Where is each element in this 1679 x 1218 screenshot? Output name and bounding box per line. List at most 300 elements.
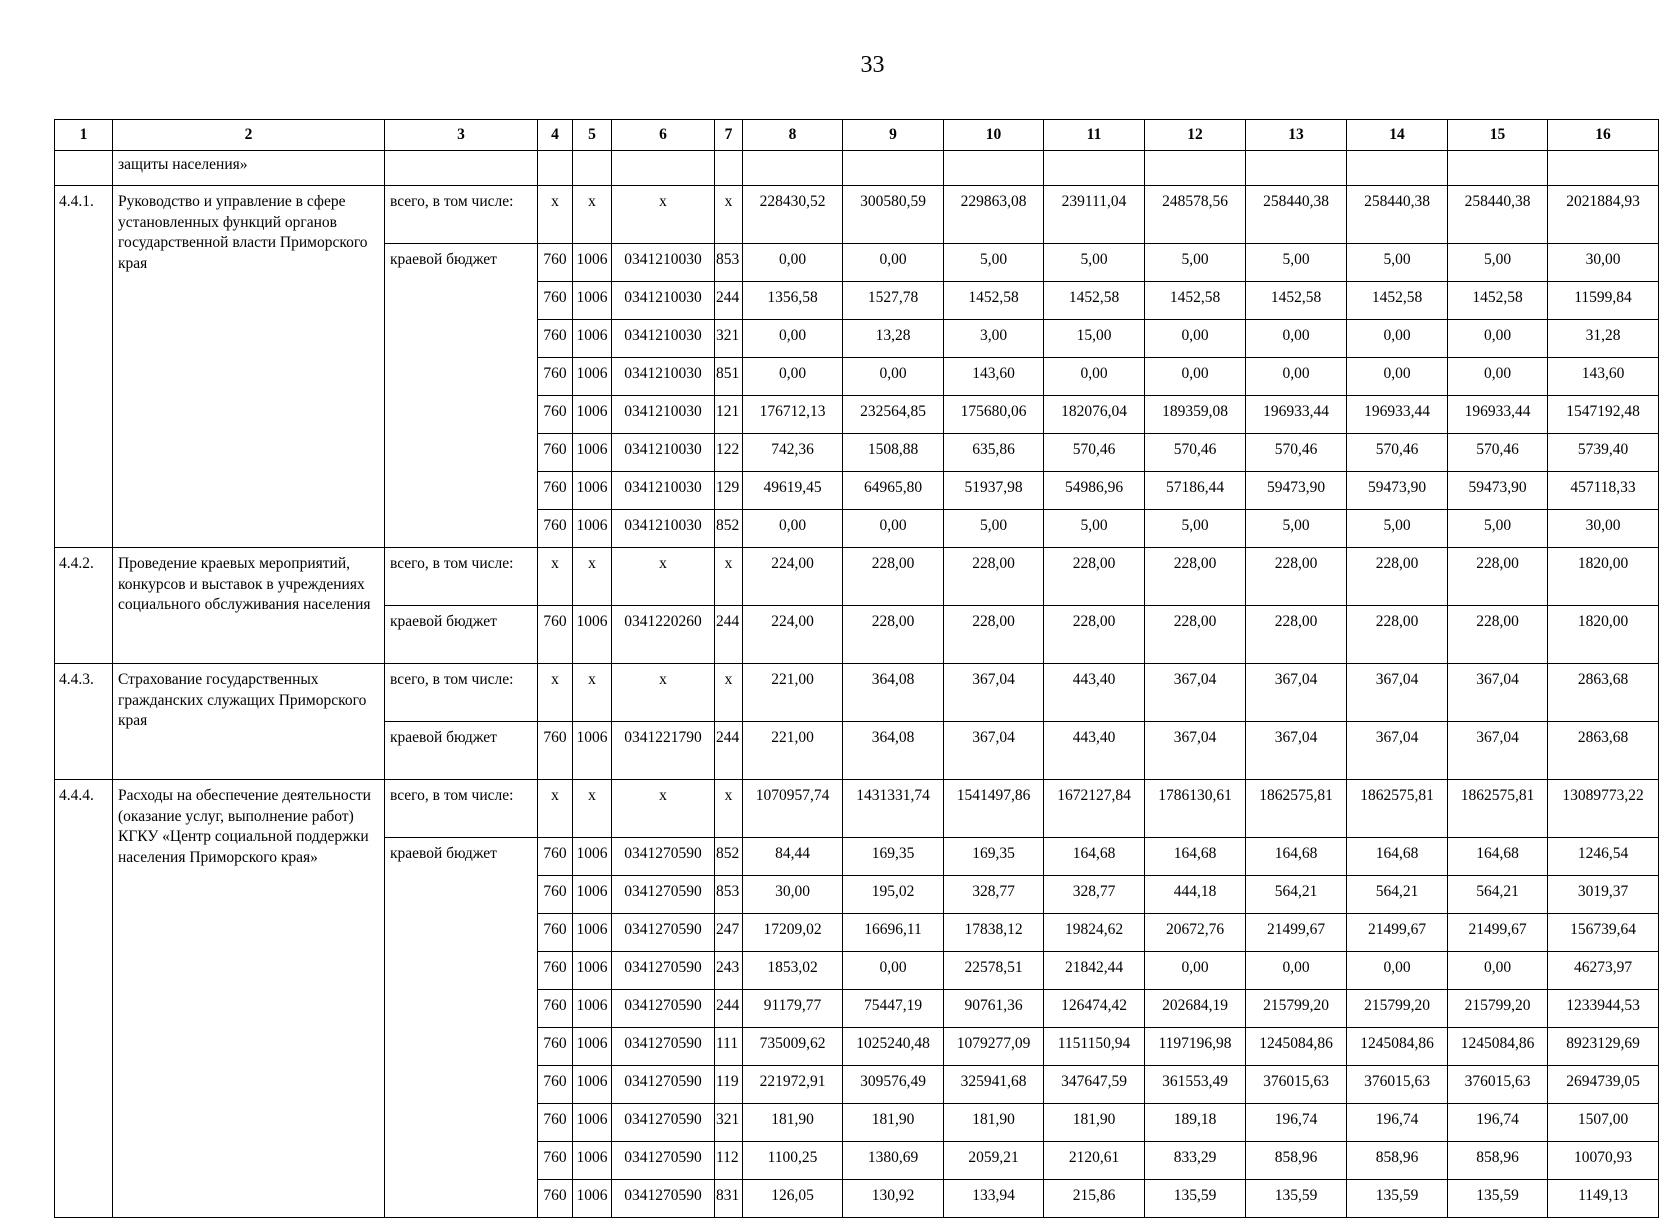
section-index: 4.4.2. [55, 548, 113, 664]
cell-col-10: 169,35 [944, 838, 1044, 876]
cell-col-4: 760 [538, 434, 573, 472]
cell-col-7: 853 [715, 876, 743, 914]
cell-col-4: 760 [538, 952, 573, 990]
cell-col-15: 1452,58 [1448, 282, 1548, 320]
cell-col-7: 119 [715, 1066, 743, 1104]
cell-col-13: 0,00 [1246, 952, 1347, 990]
cell-col-7: x [715, 548, 743, 606]
cell-col-4: x [538, 664, 573, 722]
cell-col-15: 367,04 [1448, 664, 1548, 722]
cell-col-11: 443,40 [1044, 664, 1145, 722]
cell-col-5: 1006 [573, 990, 612, 1028]
cell-col-11: 182076,04 [1044, 396, 1145, 434]
cell-col-10: 22578,51 [944, 952, 1044, 990]
header-cell-9: 9 [843, 120, 944, 151]
header-cell-7: 7 [715, 120, 743, 151]
cell-col-9: 0,00 [843, 952, 944, 990]
cell-empty [385, 151, 538, 186]
cell-col-13: 258440,38 [1246, 186, 1347, 244]
cell-col-16: 156739,64 [1548, 914, 1659, 952]
cell-col-5: 1006 [573, 876, 612, 914]
cell-col-12: 367,04 [1145, 664, 1246, 722]
cell-col-11: 181,90 [1044, 1104, 1145, 1142]
header-cell-2: 2 [113, 120, 385, 151]
cell-col-14: 367,04 [1347, 722, 1448, 780]
total-label: всего, в том числе: [385, 548, 538, 606]
cell-col-12: 361553,49 [1145, 1066, 1246, 1104]
cell-col-11: 347647,59 [1044, 1066, 1145, 1104]
cell-col-7: 244 [715, 722, 743, 780]
cell-col-8: 0,00 [743, 320, 843, 358]
cell-col-9: 309576,49 [843, 1066, 944, 1104]
cell-col-8: 49619,45 [743, 472, 843, 510]
cell-col-15: 1862575,81 [1448, 780, 1548, 838]
cell-col-8: 30,00 [743, 876, 843, 914]
cell-empty [1347, 151, 1448, 186]
cell-col-9: 232564,85 [843, 396, 944, 434]
cell-col-13: 164,68 [1246, 838, 1347, 876]
cell-col-10: 328,77 [944, 876, 1044, 914]
header-cell-3: 3 [385, 120, 538, 151]
cell-col-12: 1452,58 [1145, 282, 1246, 320]
cell-col-5: 1006 [573, 952, 612, 990]
cell-col-9: 228,00 [843, 548, 944, 606]
cell-col-10: 181,90 [944, 1104, 1044, 1142]
cell-col-10: 5,00 [944, 244, 1044, 282]
cell-col-14: 0,00 [1347, 952, 1448, 990]
cell-col-10: 1079277,09 [944, 1028, 1044, 1066]
cell-col-15: 5,00 [1448, 244, 1548, 282]
cell-col-12: 202684,19 [1145, 990, 1246, 1028]
header-cell-6: 6 [612, 120, 715, 151]
cell-col-15: 376015,63 [1448, 1066, 1548, 1104]
cell-col-10: 367,04 [944, 664, 1044, 722]
cell-col-12: 5,00 [1145, 510, 1246, 548]
cell-col-16: 31,28 [1548, 320, 1659, 358]
cell-col-14: 1862575,81 [1347, 780, 1448, 838]
cell-col-14: 5,00 [1347, 510, 1448, 548]
header-cell-16: 16 [1548, 120, 1659, 151]
cell-col-11: 164,68 [1044, 838, 1145, 876]
cell-col-11: 328,77 [1044, 876, 1145, 914]
cell-col-11: 19824,62 [1044, 914, 1145, 952]
cell-col-13: 367,04 [1246, 664, 1347, 722]
cell-col-14: 196,74 [1347, 1104, 1448, 1142]
cell-col-10: 228,00 [944, 606, 1044, 664]
cell-col-13: 376015,63 [1246, 1066, 1347, 1104]
header-cell-11: 11 [1044, 120, 1145, 151]
cell-col-11: 21842,44 [1044, 952, 1145, 990]
header-cell-14: 14 [1347, 120, 1448, 151]
total-label: всего, в том числе: [385, 780, 538, 838]
cell-col-4: 760 [538, 1142, 573, 1180]
cell-col-15: 0,00 [1448, 952, 1548, 990]
cell-col-14: 570,46 [1347, 434, 1448, 472]
header-cell-4: 4 [538, 120, 573, 151]
cell-col-7: 244 [715, 282, 743, 320]
cell-col-4: 760 [538, 722, 573, 780]
cell-col-6: 0341210030 [612, 320, 715, 358]
cell-col-16: 11599,84 [1548, 282, 1659, 320]
cell-col-10: 143,60 [944, 358, 1044, 396]
cell-col-9: 1025240,48 [843, 1028, 944, 1066]
cell-col-12: 367,04 [1145, 722, 1246, 780]
cell-col-15: 258440,38 [1448, 186, 1548, 244]
cell-col-16: 2863,68 [1548, 664, 1659, 722]
cell-col-15: 59473,90 [1448, 472, 1548, 510]
cell-col-5: 1006 [573, 1066, 612, 1104]
cell-col-13: 215799,20 [1246, 990, 1347, 1028]
source-label: краевой бюджет [385, 606, 538, 664]
cell-col-5: 1006 [573, 606, 612, 664]
cell-col-8: 91179,77 [743, 990, 843, 1028]
cell-col-15: 228,00 [1448, 606, 1548, 664]
header-cell-5: 5 [573, 120, 612, 151]
cell-col-6: 0341210030 [612, 472, 715, 510]
cell-col-4: x [538, 548, 573, 606]
cell-col-8: 17209,02 [743, 914, 843, 952]
cell-col-6: 0341270590 [612, 1066, 715, 1104]
cell-col-13: 228,00 [1246, 606, 1347, 664]
cell-col-13: 570,46 [1246, 434, 1347, 472]
cell-col-16: 2694739,05 [1548, 1066, 1659, 1104]
cell-col-12: 248578,56 [1145, 186, 1246, 244]
table-body [55, 120, 1659, 1218]
cell-col-15: 21499,67 [1448, 914, 1548, 952]
cell-col-6: x [612, 780, 715, 838]
cell-col-16: 5739,40 [1548, 434, 1659, 472]
cell-col-14: 164,68 [1347, 838, 1448, 876]
cell-col-11: 1452,58 [1044, 282, 1145, 320]
cell-col-11: 5,00 [1044, 510, 1145, 548]
cell-col-6: 0341270590 [612, 876, 715, 914]
cell-col-4: 760 [538, 1028, 573, 1066]
cell-col-6: 0341270590 [612, 1104, 715, 1142]
cell-col-4: x [538, 186, 573, 244]
cell-col-6: 0341210030 [612, 396, 715, 434]
cell-col-8: 0,00 [743, 510, 843, 548]
cell-col-5: 1006 [573, 396, 612, 434]
cell-col-11: 228,00 [1044, 548, 1145, 606]
section-total-row [55, 548, 1659, 606]
cell-col-15: 135,59 [1448, 1180, 1548, 1218]
cell-col-13: 1452,58 [1246, 282, 1347, 320]
cell-col-14: 135,59 [1347, 1180, 1448, 1218]
cell-col-15: 5,00 [1448, 510, 1548, 548]
cell-empty [1044, 151, 1145, 186]
cell-col-5: 1006 [573, 1180, 612, 1218]
cell-col-16: 13089773,22 [1548, 780, 1659, 838]
cell-col-11: 15,00 [1044, 320, 1145, 358]
budget-table [54, 119, 1659, 1218]
cell-col-8: 1853,02 [743, 952, 843, 990]
header-cell-8: 8 [743, 120, 843, 151]
cell-col-8: 224,00 [743, 606, 843, 664]
cell-col-8: 735009,62 [743, 1028, 843, 1066]
cell-col-9: 300580,59 [843, 186, 944, 244]
cell-col-7: 321 [715, 1104, 743, 1142]
cell-col-8: 176712,13 [743, 396, 843, 434]
cell-col-12: 444,18 [1145, 876, 1246, 914]
cell-col-4: 760 [538, 282, 573, 320]
cell-empty [743, 151, 843, 186]
cell-col-9: 0,00 [843, 358, 944, 396]
header-cell-12: 12 [1145, 120, 1246, 151]
cell-col-12: 5,00 [1145, 244, 1246, 282]
cell-col-7: 244 [715, 606, 743, 664]
cell-col-14: 1452,58 [1347, 282, 1448, 320]
cell-col-7: x [715, 664, 743, 722]
cell-col-5: x [573, 664, 612, 722]
cell-col-14: 376015,63 [1347, 1066, 1448, 1104]
cell-col-4: 760 [538, 1066, 573, 1104]
cell-col-7: 129 [715, 472, 743, 510]
cell-col-5: 1006 [573, 1142, 612, 1180]
cell-empty [1145, 151, 1246, 186]
source-label: краевой бюджет [385, 722, 538, 780]
cell-col-10: 17838,12 [944, 914, 1044, 952]
cell-col-4: 760 [538, 396, 573, 434]
cell-col-12: 0,00 [1145, 952, 1246, 990]
cell-col-10: 2059,21 [944, 1142, 1044, 1180]
cell-col-5: 1006 [573, 838, 612, 876]
cell-col-8: 0,00 [743, 244, 843, 282]
cell-col-13: 0,00 [1246, 320, 1347, 358]
cell-col-4: 760 [538, 990, 573, 1028]
cell-col-5: 1006 [573, 510, 612, 548]
cell-col-13: 1245084,86 [1246, 1028, 1347, 1066]
cell-col-5: 1006 [573, 914, 612, 952]
cell-col-11: 126474,42 [1044, 990, 1145, 1028]
cell-col-11: 215,86 [1044, 1180, 1145, 1218]
cell-col-10: 51937,98 [944, 472, 1044, 510]
cell-col-12: 189359,08 [1145, 396, 1246, 434]
cell-col-10: 367,04 [944, 722, 1044, 780]
cell-col-4: 760 [538, 1180, 573, 1218]
header-cell-15: 15 [1448, 120, 1548, 151]
cell-col-6: 0341270590 [612, 990, 715, 1028]
cell-col-15: 367,04 [1448, 722, 1548, 780]
cell-col-10: 1452,58 [944, 282, 1044, 320]
cell-col-16: 1820,00 [1548, 548, 1659, 606]
cell-col-16: 46273,97 [1548, 952, 1659, 990]
cell-col-16: 1246,54 [1548, 838, 1659, 876]
cell-col-13: 858,96 [1246, 1142, 1347, 1180]
cell-col-4: 760 [538, 914, 573, 952]
cell-col-7: 852 [715, 838, 743, 876]
cell-col-9: 181,90 [843, 1104, 944, 1142]
cell-empty [538, 151, 573, 186]
cell-col-10: 3,00 [944, 320, 1044, 358]
cell-col-11: 5,00 [1044, 244, 1145, 282]
cell-col-9: 75447,19 [843, 990, 944, 1028]
cell-col-9: 130,92 [843, 1180, 944, 1218]
cell-col-6: 0341210030 [612, 282, 715, 320]
total-label: всего, в том числе: [385, 664, 538, 722]
cell-col-8: 126,05 [743, 1180, 843, 1218]
source-label: краевой бюджет [385, 838, 538, 1218]
cell-col-8: 1356,58 [743, 282, 843, 320]
cell-empty [1448, 151, 1548, 186]
section-total-row [55, 186, 1659, 244]
cell-col-12: 0,00 [1145, 320, 1246, 358]
cell-col-12: 833,29 [1145, 1142, 1246, 1180]
cell-col-9: 1431331,74 [843, 780, 944, 838]
cell-col-9: 195,02 [843, 876, 944, 914]
cell-col-12: 20672,76 [1145, 914, 1246, 952]
cell-col-16: 2021884,93 [1548, 186, 1659, 244]
cell-col-6: 0341210030 [612, 244, 715, 282]
cell-col-5: 1006 [573, 358, 612, 396]
cell-col-9: 64965,80 [843, 472, 944, 510]
cell-col-16: 3019,37 [1548, 876, 1659, 914]
total-label: всего, в том числе: [385, 186, 538, 244]
cell-col-8: 228430,52 [743, 186, 843, 244]
cell-col-13: 5,00 [1246, 510, 1347, 548]
cell-col-6: x [612, 664, 715, 722]
cell-col-10: 325941,68 [944, 1066, 1044, 1104]
cell-col-6: 0341210030 [612, 510, 715, 548]
header-cell-10: 10 [944, 120, 1044, 151]
cell-col-15: 196933,44 [1448, 396, 1548, 434]
cell-empty [1548, 151, 1659, 186]
cell-col-6: 0341221790 [612, 722, 715, 780]
cell-col-5: x [573, 780, 612, 838]
cell-col-13: 0,00 [1246, 358, 1347, 396]
cell-col-9: 1508,88 [843, 434, 944, 472]
cell-col-15: 0,00 [1448, 320, 1548, 358]
cell-empty [843, 151, 944, 186]
cell-col-12: 189,18 [1145, 1104, 1246, 1142]
cell-col-15: 196,74 [1448, 1104, 1548, 1142]
cell-col-9: 16696,11 [843, 914, 944, 952]
cell-col-13: 135,59 [1246, 1180, 1347, 1218]
cell-col-4: 760 [538, 472, 573, 510]
cell-col-7: x [715, 186, 743, 244]
cell-col-10: 229863,08 [944, 186, 1044, 244]
cell-col-5: x [573, 548, 612, 606]
cell-col-9: 1380,69 [843, 1142, 944, 1180]
cell-col-14: 564,21 [1347, 876, 1448, 914]
header-cell-13: 13 [1246, 120, 1347, 151]
cell-col-8: 742,36 [743, 434, 843, 472]
cell-col-4: 760 [538, 606, 573, 664]
cell-col-14: 5,00 [1347, 244, 1448, 282]
cell-col-6: 0341270590 [612, 838, 715, 876]
cell-col-11: 0,00 [1044, 358, 1145, 396]
continuation-row [55, 151, 1659, 186]
cell-name: защиты населения» [113, 151, 385, 186]
cell-col-5: 1006 [573, 1028, 612, 1066]
cell-col-13: 196,74 [1246, 1104, 1347, 1142]
cell-col-5: 1006 [573, 472, 612, 510]
cell-col-10: 90761,36 [944, 990, 1044, 1028]
cell-col-16: 10070,93 [1548, 1142, 1659, 1180]
cell-col-5: x [573, 186, 612, 244]
cell-col-16: 2863,68 [1548, 722, 1659, 780]
cell-empty [715, 151, 743, 186]
cell-col-6: 0341270590 [612, 952, 715, 990]
cell-col-6: 0341210030 [612, 358, 715, 396]
cell-col-15: 228,00 [1448, 548, 1548, 606]
section-name: Проведение краевых мероприятий, конкурсов и выставок в учреждениях социального обслуживания населения [113, 548, 385, 664]
section-index: 4.4.3. [55, 664, 113, 780]
cell-col-11: 228,00 [1044, 606, 1145, 664]
cell-col-6: 0341270590 [612, 914, 715, 952]
page-number: 33 [860, 52, 885, 78]
cell-col-9: 228,00 [843, 606, 944, 664]
cell-col-5: 1006 [573, 320, 612, 358]
cell-col-10: 1541497,86 [944, 780, 1044, 838]
cell-col-8: 221,00 [743, 664, 843, 722]
section-total-row [55, 780, 1659, 838]
cell-col-13: 367,04 [1246, 722, 1347, 780]
source-label: краевой бюджет [385, 244, 538, 548]
cell-col-4: 760 [538, 244, 573, 282]
cell-col-7: 111 [715, 1028, 743, 1066]
cell-col-8: 224,00 [743, 548, 843, 606]
cell-col-8: 221,00 [743, 722, 843, 780]
cell-col-9: 169,35 [843, 838, 944, 876]
cell-col-14: 1245084,86 [1347, 1028, 1448, 1066]
cell-col-7: 851 [715, 358, 743, 396]
cell-col-14: 215799,20 [1347, 990, 1448, 1028]
cell-col-12: 135,59 [1145, 1180, 1246, 1218]
cell-col-6: 0341210030 [612, 434, 715, 472]
cell-col-16: 1820,00 [1548, 606, 1659, 664]
cell-empty [1246, 151, 1347, 186]
section-name: Руководство и управление в сфере установленных функций органов государственной власти Приморского края [113, 186, 385, 548]
cell-col-10: 133,94 [944, 1180, 1044, 1218]
cell-col-4: x [538, 780, 573, 838]
cell-col-8: 84,44 [743, 838, 843, 876]
cell-col-8: 0,00 [743, 358, 843, 396]
header-row [55, 120, 1659, 151]
cell-col-8: 181,90 [743, 1104, 843, 1142]
cell-empty [573, 151, 612, 186]
header-cell-1: 1 [55, 120, 113, 151]
cell-col-7: 243 [715, 952, 743, 990]
cell-col-4: 760 [538, 358, 573, 396]
section-total-row [55, 664, 1659, 722]
cell-col-13: 564,21 [1246, 876, 1347, 914]
cell-col-6: x [612, 186, 715, 244]
section-index: 4.4.4. [55, 780, 113, 1218]
cell-col-8: 1100,25 [743, 1142, 843, 1180]
cell-col-15: 0,00 [1448, 358, 1548, 396]
cell-col-14: 0,00 [1347, 358, 1448, 396]
cell-col-11: 570,46 [1044, 434, 1145, 472]
cell-col-16: 143,60 [1548, 358, 1659, 396]
cell-col-5: 1006 [573, 282, 612, 320]
cell-col-14: 228,00 [1347, 548, 1448, 606]
cell-col-7: 852 [715, 510, 743, 548]
cell-index [55, 151, 113, 186]
section-name: Страхование государственных гражданских служащих Приморского края [113, 664, 385, 780]
cell-col-13: 59473,90 [1246, 472, 1347, 510]
cell-col-12: 164,68 [1145, 838, 1246, 876]
cell-col-10: 635,86 [944, 434, 1044, 472]
cell-col-6: 0341270590 [612, 1028, 715, 1066]
cell-col-15: 570,46 [1448, 434, 1548, 472]
cell-col-15: 858,96 [1448, 1142, 1548, 1180]
cell-col-12: 57186,44 [1145, 472, 1246, 510]
cell-col-11: 443,40 [1044, 722, 1145, 780]
cell-col-10: 5,00 [944, 510, 1044, 548]
cell-col-16: 1233944,53 [1548, 990, 1659, 1028]
cell-col-14: 258440,38 [1347, 186, 1448, 244]
cell-col-10: 175680,06 [944, 396, 1044, 434]
